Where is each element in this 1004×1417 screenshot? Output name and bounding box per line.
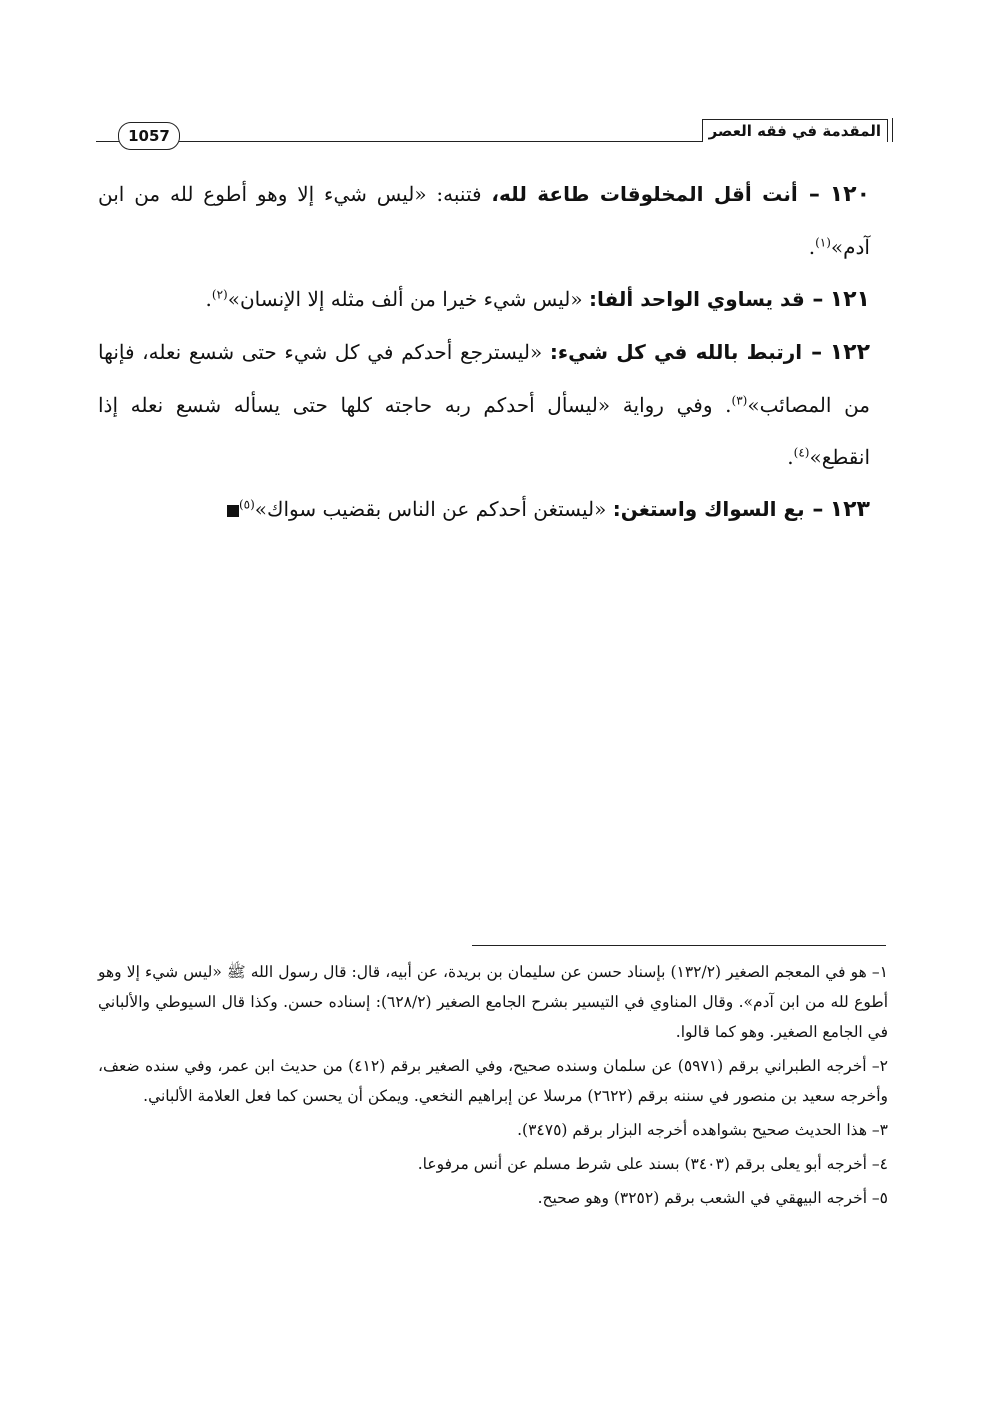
entry-text: «ليس شيء خيرا من ألف مثله إلا الإنسان» xyxy=(227,287,583,311)
footnote-ref[interactable]: (٤) xyxy=(793,445,810,460)
entry-122: ١٢٢ – ارتبط بالله في كل شيء: «ليسترجع أحدكم في كل شيء حتى شسع نعله، فإنها من المصائب»$^{(٣)}$. وفي رواية «ليسأل أحدكم ربه حاجته كلها حتى يسأله شسع نعله إذا انقطع»$^{(٤)}$. xyxy=(98,340,871,469)
entry-heading: قد يساوي الواحد ألفا: xyxy=(589,287,805,311)
entry-number: ١٢٢ xyxy=(829,340,871,365)
footnote-ref[interactable]: (٢) xyxy=(211,287,228,302)
entry-number: ١٢٣ xyxy=(829,497,870,522)
footnote-4: ٤– أخرجه أبو يعلى برقم (٣٤٠٣) بسند على شرط مسلم عن أنس مرفوعا. xyxy=(417,1155,888,1173)
page-number: 1057 xyxy=(118,122,180,150)
entry-heading: بع السواك واستغن: xyxy=(612,497,805,521)
entry-number: ١٢٠ xyxy=(829,182,871,207)
entry-text-continued: . وفي رواية «ليسأل أحدكم ربه حاجته كلها حتى يسأله شسع نعله إذا انقطع» xyxy=(98,393,870,469)
footnote-1: ١– هو في المعجم الصغير (١٣٢/٢) بإسناد حسن عن سليمان بن بريدة، عن أبيه، قال: قال رسول الله ﷺ «ليس شيء إلا وهو أطوع لله من ابن آدم». وقال المناوي في التيسير بشرح الجامع الصغير (٦٢٨/٢): إسناده حسن. وكذا قال السيوطي والألباني في الجامع الصغير. وهو كما قالوا. xyxy=(98,963,888,1041)
entry-number: ١٢١ xyxy=(829,287,870,312)
entry-heading: ارتبط بالله في كل شيء: xyxy=(549,340,803,364)
footnote-ref[interactable]: (٣) xyxy=(731,393,748,408)
footnote-3: ٣– هذا الحديث صحيح بشواهده أخرجه البزار برقم (٣٤٧٥). xyxy=(517,1121,888,1139)
end-mark-icon xyxy=(227,505,239,517)
footnote-5: ٥– أخرجه البيهقي في الشعب برقم (٣٢٥٢) وهو صحيح. xyxy=(537,1189,888,1207)
entry-text: فتنبه: «ليس شيء إلا وهو أطوع لله من ابن آدم» xyxy=(98,182,870,259)
main-text xyxy=(98,168,870,536)
footnote-ref[interactable]: (١) xyxy=(815,235,831,250)
entry-heading: أنت أقل المخلوقات طاعة لله، xyxy=(491,182,798,206)
footnotes xyxy=(98,957,888,1217)
entry-121: ١٢١ – قد يساوي الواحد ألفا: «ليس شيء خيرا من ألف مثله إلا الإنسان»$^{(٢)}$. xyxy=(205,287,870,312)
entry-text: «ليستغن أحدكم عن الناس بقضيب سواك» xyxy=(254,497,607,521)
book-title: المقدمة في فقه العصر xyxy=(702,119,888,142)
entry-120: ١٢٠ – أنت أقل المخلوقات طاعة لله، فتنبه: «ليس شيء إلا وهو أطوع لله من ابن آدم»$^{(١)}$. xyxy=(98,182,871,259)
entry-123: ١٢٣ – بع السواك واستغن: «ليستغن أحدكم عن الناس بقضيب سواك»$^{(٥)}$ xyxy=(98,483,870,536)
entry-text: «ليسترجع أحدكم في كل شيء حتى شسع نعله، فإنها من المصائب» xyxy=(98,340,871,417)
footnote-2: ٢– أخرجه الطبراني برقم (٥٩٧١) عن سلمان وسنده صحيح، وفي الصغير برقم (٤١٢) من حديث ابن عمر، وفي سنده ضعف، وأخرجه سعيد بن منصور في سننه برقم (٢٦٢٢) مرسلا عن إبراهيم النخعي. ويمكن أن يحسن كما فعل العلامة الألباني. xyxy=(98,1057,888,1105)
footnote-separator xyxy=(472,945,886,946)
footnote-ref[interactable]: (٥) xyxy=(238,497,255,512)
